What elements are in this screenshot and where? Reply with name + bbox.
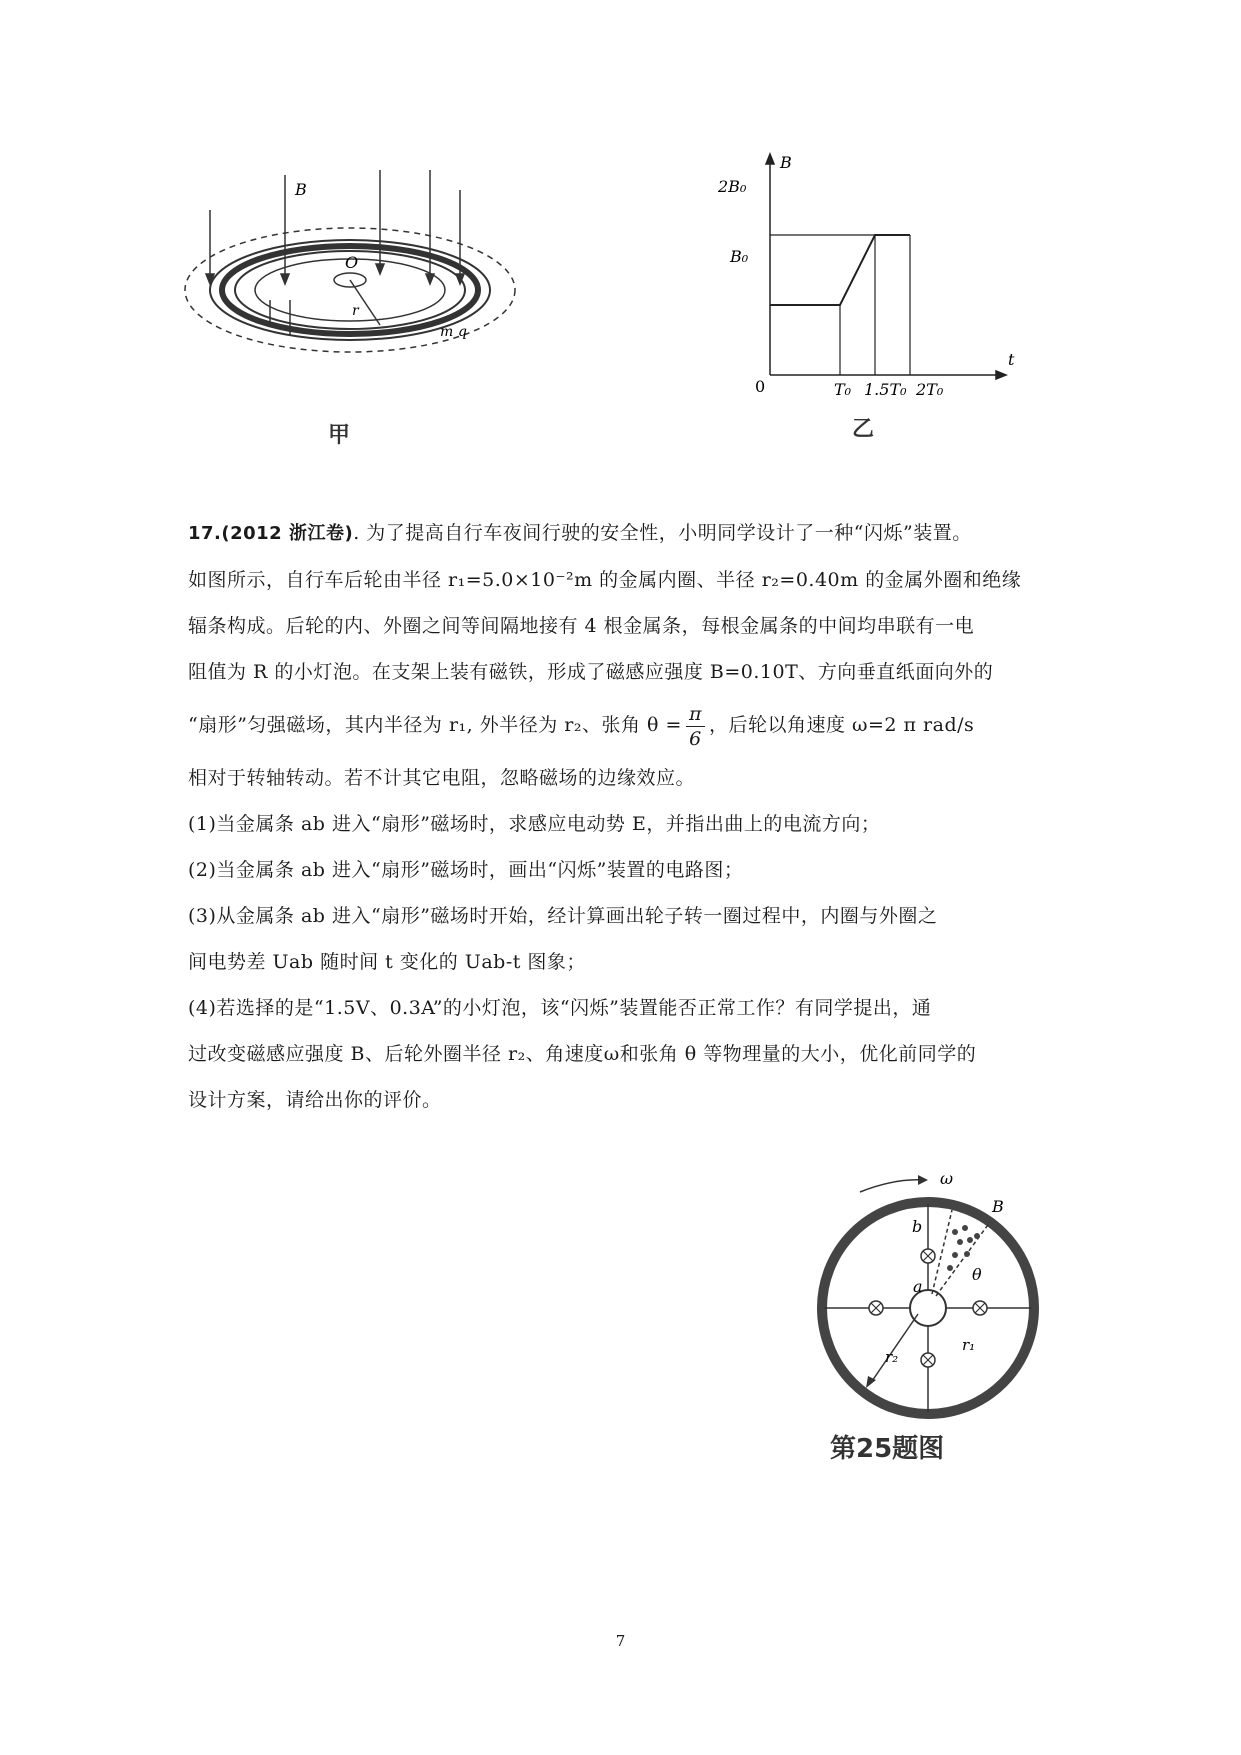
intro-line-5a: “扇形”匀强磁场，其内半径为 r₁, 外半径为 r₂、张角 θ = (188, 714, 682, 736)
yi-y-label: B (780, 153, 792, 172)
jia-label-q: q (458, 324, 467, 340)
question-3a: (3)从金属条 ab 进入“扇形”磁场时开始，经计算画出轮子转一圈过程中，内圈与外圈之 (188, 905, 938, 927)
wheel-label-r1: r₁ (962, 1336, 976, 1354)
b-t-curve (770, 235, 910, 305)
yi-origin: 0 (755, 377, 766, 396)
jia-label-O: O (345, 253, 359, 272)
page-number: 7 (615, 1632, 626, 1650)
wheel-label-B: B (992, 1197, 1004, 1216)
question-4c: 设计方案，请给出你的评价。 (188, 1089, 442, 1111)
jia-label-r: r (352, 303, 359, 319)
rotation-arrow (860, 1180, 925, 1192)
wheel-drawing (810, 1170, 1060, 1470)
question-4b: 过改变磁感应强度 B、后轮外圈半径 r₂、角速度ω和张角 θ 等物理量的大小，优化前同学的 (188, 1043, 977, 1065)
wheel-label-b: b (912, 1217, 923, 1236)
intro-line-6: 相对于转轴转动。若不计其它电阻，忽略磁场的边缘效应。 (188, 767, 696, 789)
wheel-label-theta: θ (972, 1265, 982, 1284)
yi-ytick-b0: B₀ (730, 247, 749, 266)
yi-xtick-1-5t0: 1.5T₀ (864, 380, 907, 399)
figure-yi (700, 150, 1030, 450)
yi-xtick-2t0: 2T₀ (916, 380, 944, 399)
problem-line-1 (188, 510, 1058, 557)
problem-text (188, 510, 1058, 1123)
figure-jia (180, 150, 540, 450)
figure-jia-drawing (180, 150, 540, 450)
figure-wheel (810, 1170, 1060, 1470)
figure-yi-caption: 乙 (852, 417, 875, 442)
question-3b: 间电势差 Uab 随时间 t 变化的 Uab-t 图象； (188, 951, 586, 973)
yi-ytick-2b0: 2B₀ (718, 177, 747, 196)
y-axis-arrow (766, 154, 774, 164)
intro-line-4: 阻值为 R 的小灯泡。在支架上装有磁铁，形成了磁感应强度 B=0.10T、方向垂直纸面向外的 (188, 661, 994, 683)
figure-wheel-caption: 第25题图 (830, 1434, 945, 1464)
theta-fraction (686, 702, 705, 751)
intro-line-5b: ，后轮以角速度 ω=2 π rad/s (708, 714, 975, 736)
wheel-label-omega: ω (940, 1170, 954, 1188)
b-t-graph (700, 150, 1030, 450)
question-4a: (4)若选择的是“1.5V、0.3A”的小灯泡，该“闪烁”装置能否正常工作？有同学提出，通 (188, 997, 932, 1019)
x-axis-arrow (996, 371, 1006, 379)
yi-xtick-t0: T₀ (834, 380, 852, 399)
fraction-denominator: 6 (689, 727, 702, 750)
fraction-numerator: π (686, 702, 705, 727)
question-2: (2)当金属条 ab 进入“扇形”磁场时，画出“闪烁”装置的电路图； (188, 859, 744, 881)
wheel-label-a: a (913, 1277, 923, 1296)
intro-line-2: 如图所示，自行车后轮由半径 r₁=5.0×10⁻²m 的金属内圈、半径 r₂=0.40m 的金属外圈和绝缘 (188, 569, 1022, 591)
figure-jia-caption: 甲 (328, 423, 351, 448)
wheel-label-r2: r₂ (885, 1348, 899, 1366)
problem-number: 17.(2012 浙江卷) (188, 523, 354, 544)
question-1: (1)当金属条 ab 进入“扇形”磁场时，求感应电动势 E，并指出曲上的电流方向； (188, 813, 881, 835)
yi-x-label: t (1008, 350, 1015, 369)
jia-label-m: m (440, 324, 454, 340)
intro-line-1: . 为了提高自行车夜间行驶的安全性，小明同学设计了一种“闪烁”装置。 (353, 522, 972, 544)
jia-label-B: B (295, 180, 307, 199)
intro-line-5 (188, 695, 1058, 755)
intro-line-3: 辐条构成。后轮的内、外圈之间等间隔地接有 4 根金属条，每根金属条的中间均串联有一电 (188, 615, 975, 637)
